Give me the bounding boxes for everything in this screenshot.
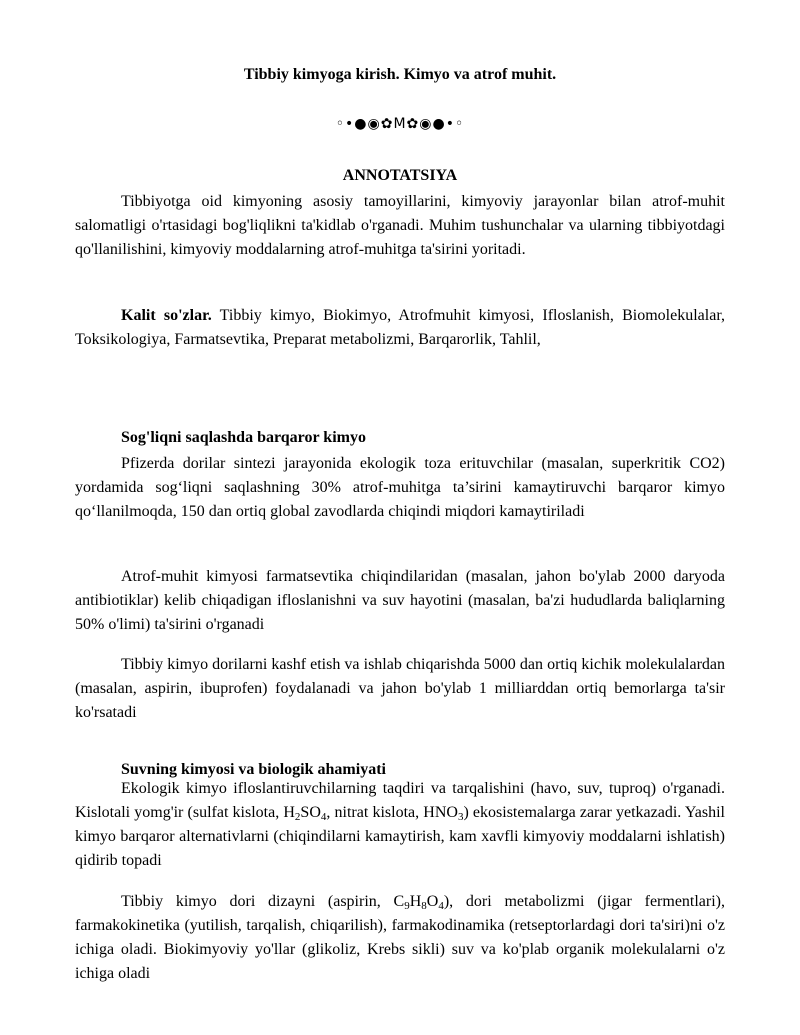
- text-run: Ekologik kimyo ifloslantiruvchilarning taqdiri va tarqalishini (havo, suv, tuproq) o'rganadi. Kislotali yomg'ir (sulfat kislota, H: [75, 780, 725, 821]
- section1-paragraph-2: Atrof-muhit kimyosi farmatsevtika chiqindilaridan (masalan, jahon bo'ylab 2000 daryoda antibiotiklar) kelib chiqadigan ifloslanishni va suv hayotini (masalan, ba'zi hududlarda baliqlarning 50% o'limi) ta'sirini o'rganadi: [75, 568, 725, 633]
- text-run: H: [409, 893, 422, 910]
- text-run: ), dori metabolizmi (jigar fermentlari), farmakokinetika (yutilish, tarqalish, chiqarilish), farmakodinamika (retseptorlardagi dori ta'siri)ni o'z ichiga oladi. Biokimyoviy yo'llar (glikoliz, Krebs sikli) suv va ko'plab organik molekulalarni o'z ichiga oladi: [75, 893, 726, 982]
- text-run: SO: [300, 804, 321, 821]
- subscript: 9: [404, 900, 410, 912]
- subscript: 4: [320, 811, 327, 823]
- keywords-text: Tibbiy kimyo, Biokimyo, Atrofmuhit kimyosi, Ifloslanish, Biomolekulalar, Toksikologiya, Farmatsevtika, Preparat metabolizmi, Barqarorlik, Tahlil,: [75, 307, 726, 348]
- subscript: 2: [294, 811, 301, 823]
- text-run: , nitrat kislota, HNO: [326, 804, 458, 821]
- annotation-heading: ANNOTATSIYA: [342, 167, 458, 184]
- subscript: 4: [438, 900, 444, 912]
- text-run: ) ekosistemalarga zarar yetkazadi. Yashil kimyo barqaror alternativlarni (chiqindilarni kamaytirish, kam xavfli kimyoviy moddalarni ishlatish) qidirib topadi: [75, 804, 725, 869]
- subscript: 3: [457, 811, 464, 823]
- section1-heading: Sog'liqni saqlashda barqaror kimyo: [121, 429, 366, 446]
- text-run: O: [426, 893, 439, 910]
- annotation-paragraph: Tibbiyotga oid kimyoning asosiy tamoyillarini, kimyoviy jarayonlar bilan atrof-muhit salomatligi o'rtasidagi bog'liqlikni ta'kidlab o'rganadi. Muhim tushunchalar va ularning tibbiyotdagi qo'llanilishini, kimyoviy moddalarning atrof-muhitga ta'sirini yoritadi.: [75, 193, 725, 258]
- subscript: 8: [421, 900, 427, 912]
- keywords-label: Kalit so'zlar.: [121, 307, 212, 324]
- text-run: Tibbiy kimyo dori dizayni (aspirin, C: [121, 893, 405, 910]
- document-title: Tibbiy kimyoga kirish. Kimyo va atrof muhit.: [243, 66, 557, 83]
- section2-heading: Suvning kimyosi va biologik ahamiyati: [121, 761, 386, 778]
- section2-paragraph-1: [75, 777, 725, 873]
- section2-paragraph-2: [75, 890, 725, 986]
- section1-paragraph-3: Tibbiy kimyo dorilarni kashf etish va ishlab chiqarishda 5000 dan ortiq kichik molekulalardan (masalan, aspirin, ibuprofen) foydalanadi va jahon bo'ylab 1 milliarddan ortiq bemorlarga ta'sir ko'rsatadi: [75, 656, 725, 721]
- section1-paragraph-1: Pfizerda dorilar sintezi jarayonida ekologik toza erituvchilar (masalan, superkritik CO2) yordamida sog‘liqni saqlashning 30% atrof-muhitga ta’sirini kamaytiruvchi barqaror kimyo qo‘llanilmoqda, 150 dan ortiq global zavodlarda chiqindi miqdori kamaytiriladi: [75, 455, 725, 520]
- ornament-divider: ◦•●◉✿M✿◉●•◦: [335, 116, 465, 132]
- keywords-paragraph: [75, 304, 725, 352]
